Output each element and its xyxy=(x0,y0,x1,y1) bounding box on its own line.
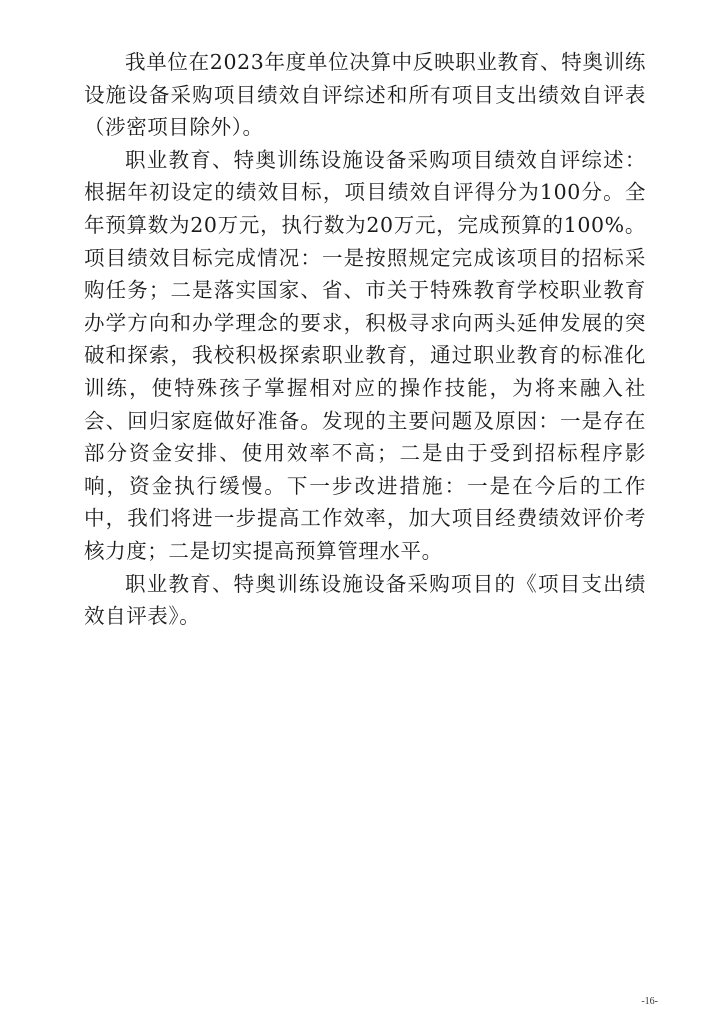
paragraph-summary: 职业教育、特奥训练设施设备采购项目绩效自评综述：根据年初设定的绩效目标，项目绩效自评得分为100分。全年预算数为20万元，执行数为20万元，完成预算的100%。项目绩效目标完成情况：一是按照规定完成该项目的招标采购任务；二是落实国家、省、市关于特殊教育学校职业教育办学方向和办学理念的要求，积极寻求向两头延伸发展的突破和探索，我校积极探索职业教育，通过职业教育的标准化训练，使特殊孩子掌握相对应的操作技能，为将来融入社会、回归家庭做好准备。发现的主要问题及原因：一是存在部分资金安排、使用效率不高；二是由于受到招标程序影响，资金执行缓慢。下一步改进措施：一是在今后的工作中，我们将进一步提高工作效率，加大项目经费绩效评价考核力度；二是切实提高预算管理水平。 xyxy=(84,147,646,563)
paragraph-intro: 我单位在2023年度单位决算中反映职业教育、特奥训练设施设备采购项目绩效自评综述和所有项目支出绩效自评表（涉密项目除外）。 xyxy=(84,50,646,140)
document-body xyxy=(84,46,646,633)
page-number: -16- xyxy=(641,996,658,1007)
paragraph-self-evaluation-table: 职业教育、特奥训练设施设备采购项目的《项目支出绩效自评表》。 xyxy=(84,571,646,629)
